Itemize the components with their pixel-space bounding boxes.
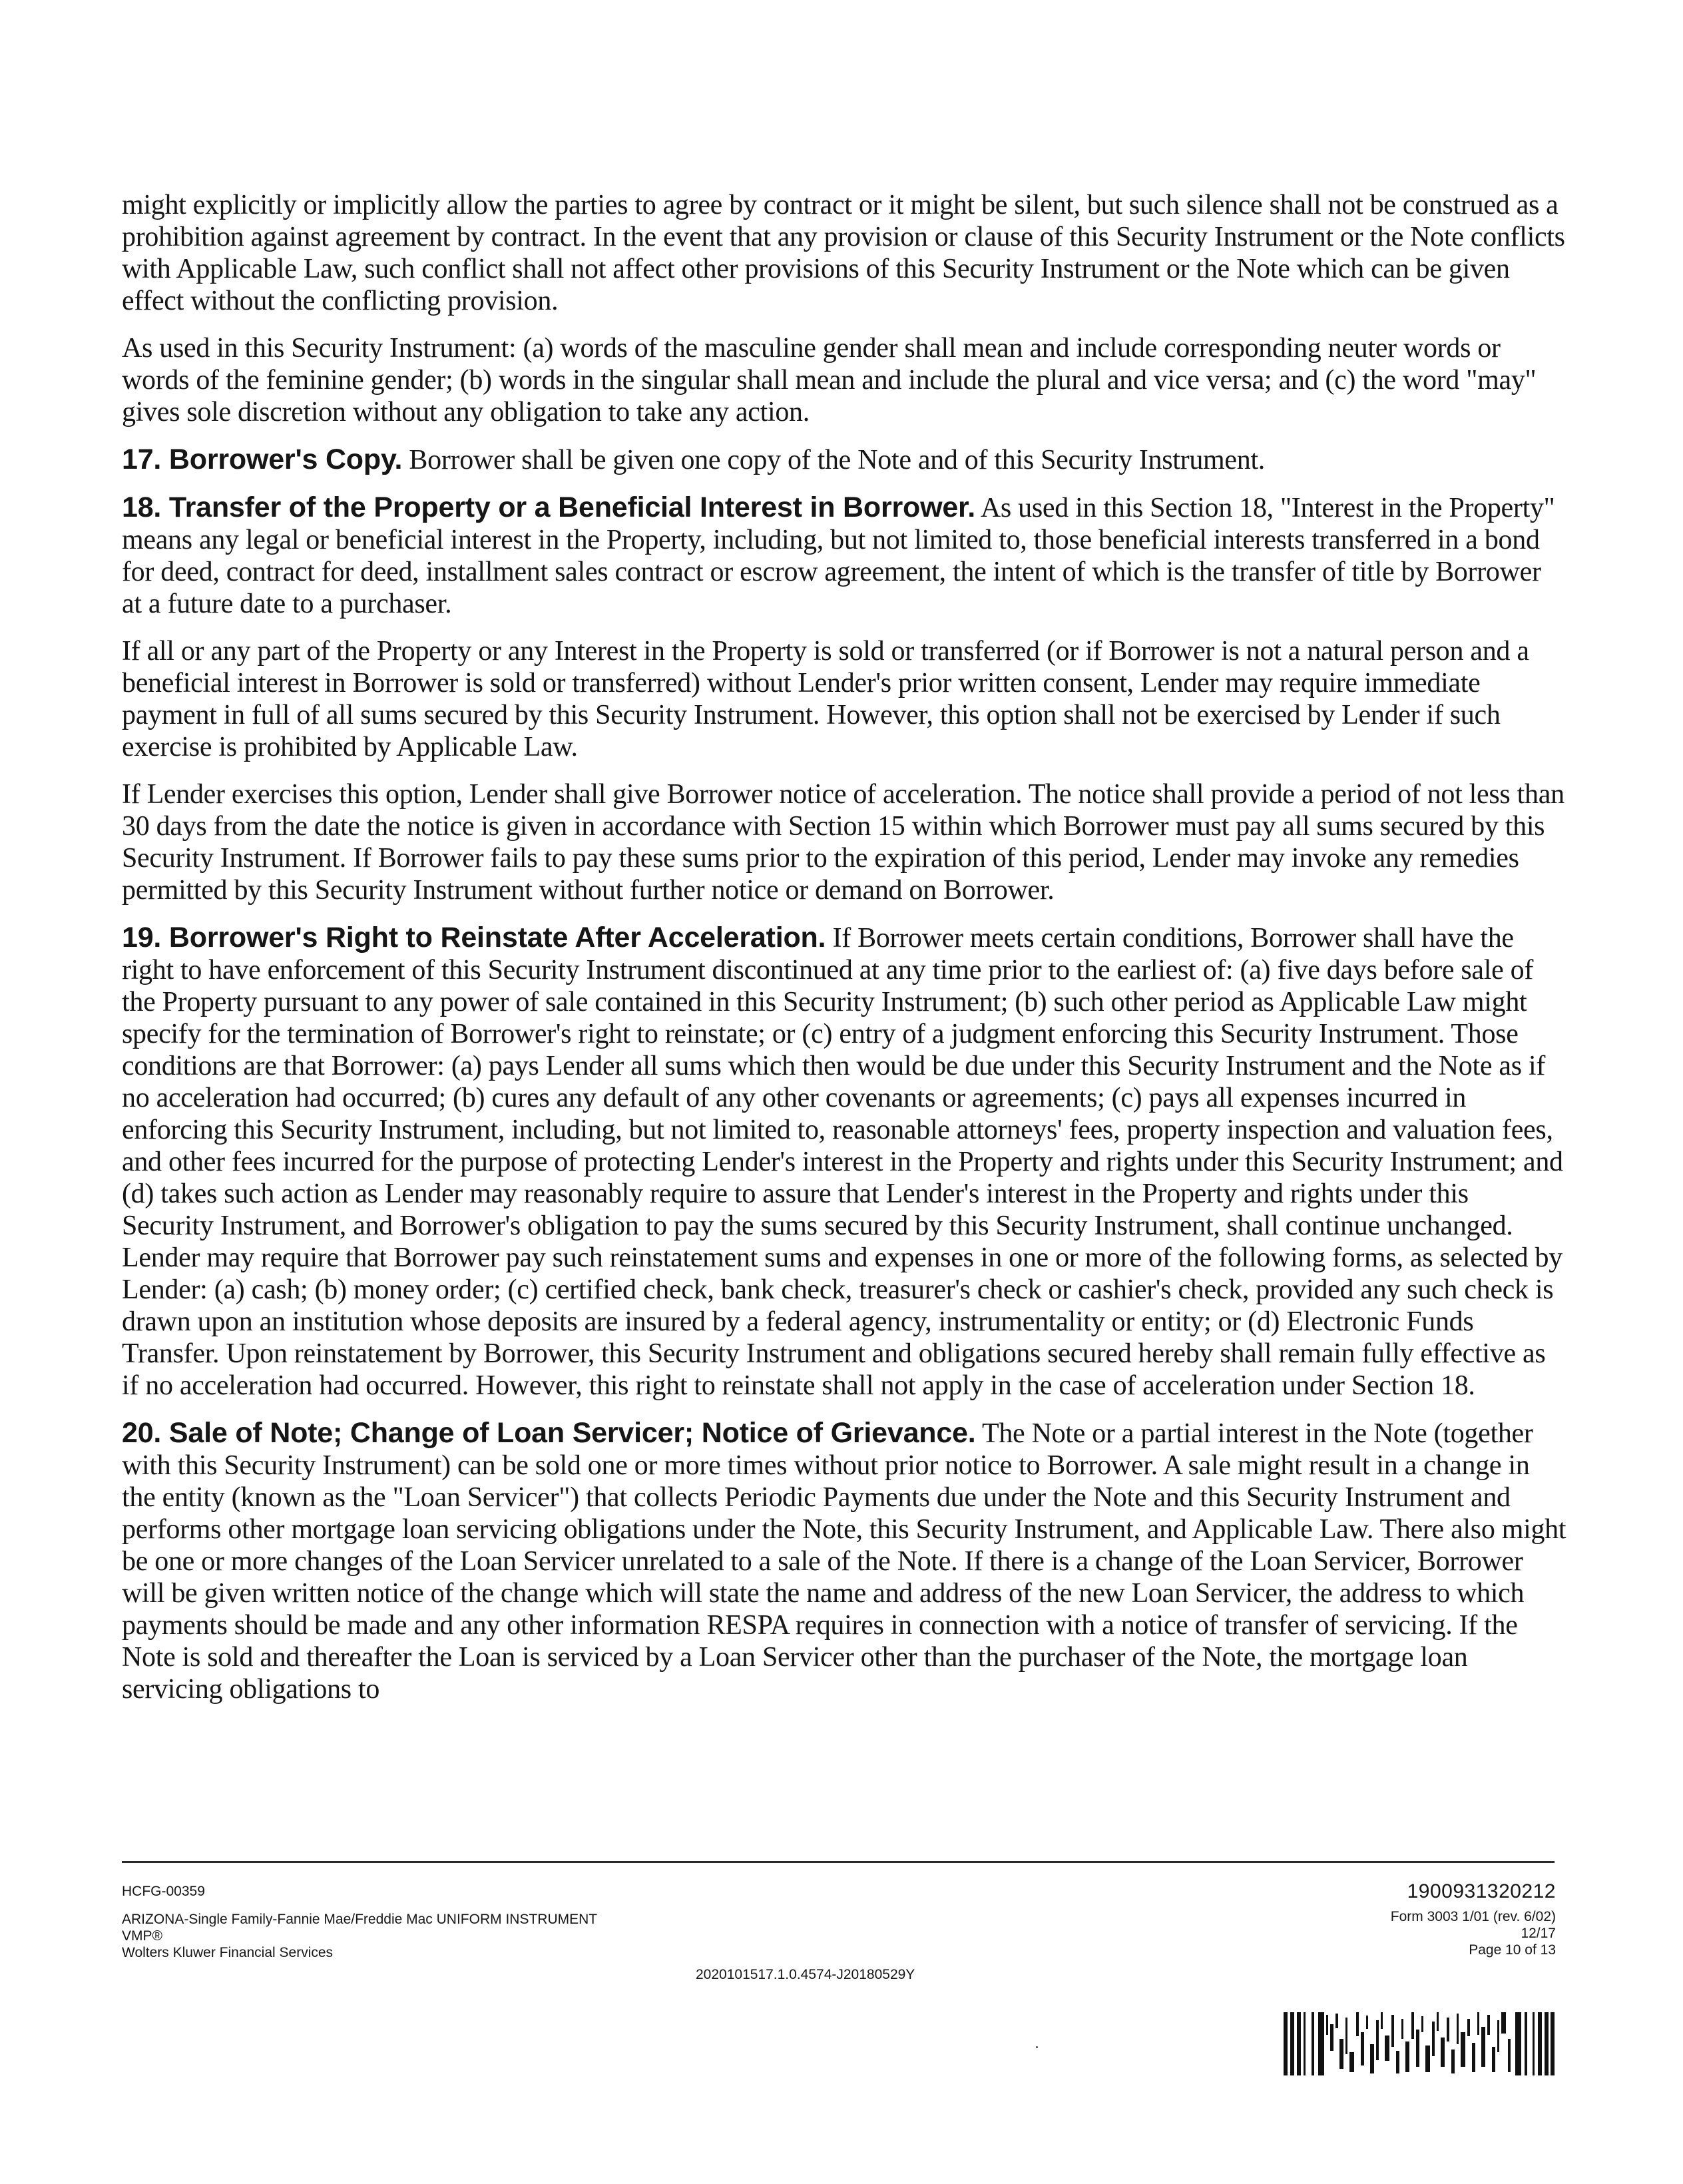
vmp-mark: VMP®: [122, 1928, 162, 1944]
instrument-title: ARIZONA-Single Family-Fannie Mae/Freddie Mac UNIFORM INSTRUMENT: [122, 1912, 598, 1927]
form-date: 12/17: [1521, 1926, 1556, 1941]
paragraph-definitions: As used in this Security Instrument: (a) words of the masculine gender shall mean and include corresponding neuter words or words of the feminine gender; (b) words in the singular shall mean and include the plural and vice versa; and (c) the word "may" gives sole discretion without any obligation to take any action.: [122, 333, 1537, 427]
section-20: [122, 1417, 1566, 1705]
section-18: [122, 491, 1566, 620]
barcode: [1284, 2012, 1555, 2075]
form-number: Form 3003 1/01 (rev. 6/02): [1390, 1909, 1556, 1924]
section-17: [122, 443, 1566, 476]
footer-divider: [122, 1861, 1555, 1863]
section-19: [122, 922, 1566, 1402]
footer-left: [122, 1883, 788, 1961]
section-20-heading: 20. Sale of Note; Change of Loan Servicer; Notice of Grievance.: [122, 1417, 976, 1449]
section-17-text: Borrower shall be given one copy of the Note and of this Security Instrument.: [409, 445, 1266, 475]
page-number: Page 10 of 13: [1469, 1942, 1556, 1958]
scan-speck: [1036, 2046, 1038, 2048]
section-18-paragraph-3: If Lender exercises this option, Lender shall give Borrower notice of acceleration. The notice shall provide a period of not less than 30 days from the date the notice is given in accordance with Section 15 within which Borrower must pay all sums secured by this Security Instrument. If Borrower fails to pay these sums prior to the expiration of this period, Lender may invoke any remedies permitted by this Security Instrument without further notice or demand on Borrower.: [122, 779, 1564, 906]
publisher-name: Wolters Kluwer Financial Services: [122, 1945, 334, 1960]
section-18-paragraph-2: If all or any part of the Property or any Interest in the Property is sold or transferred (or if Borrower is not a natural person and a beneficial interest in Borrower is sold or transferred) without Lender's prior written consent, Lender may require immediate payment in full of all sums secured by this Security Instrument. However, this option shall not be exercised by Lender if such exercise is prohibited by Applicable Law.: [122, 636, 1529, 762]
section-20-text: The Note or a partial interest in the Note (together with this Security Instrument) can be sold one or more times without prior notice to Borrower. A sale might result in a change in the entity (known as the "Loan Servicer") that collects Periodic Payments due under the Note and this Security Instrument and performs other mortgage loan servicing obligations under the Note, this Security Instrument, and Applicable Law. There also might be one or more changes of the Loan Servicer unrelated to a sale of the Note. If there is a change of the Loan Servicer, Borrower will be given written notice of the change which will state the name and address of the new Loan Servicer, the address to which payments should be made and any other information RESPA requires in connection with a notice of transfer of servicing. If the Note is sold and thereafter the Loan is serviced by a Loan Servicer other than the purchaser of the Note, the mortgage loan servicing obligations to: [122, 1418, 1566, 1705]
section-18-heading: 18. Transfer of the Property or a Beneficial Interest in Borrower.: [122, 491, 975, 523]
section-18-text: As used in this Section 18, "Interest in the Property" means any legal or beneficial interest in the Property, including, but not limited to, those beneficial interests transferred in a bond for deed, contract for deed, installment sales contract or escrow agreement, the intent of which is the transfer of title by Borrower at a future date to a purchaser.: [122, 493, 1555, 619]
footer-middle: [696, 1966, 1095, 1983]
section-17-heading: 17. Borrower's Copy.: [122, 443, 403, 475]
section-19-heading: 19. Borrower's Right to Reinstate After Acceleration.: [122, 922, 826, 954]
document-id: 2020101517.1.0.4574-J20180529Y: [696, 1967, 915, 1982]
document-body: [122, 189, 1566, 1721]
section-19-text: If Borrower meets certain conditions, Borrower shall have the right to have enforcement of this Security Instrument discontinued at any time prior to the earliest of: (a) five days before sale of the Property pursuant to any power of sale contained in this Security Instrument; (b) such other period as Applicable Law might specify for the termination of Borrower's right to reinstate; or (c) entry of a judgment enforcing this Security Instrument. Those conditions are that Borrower: (a) pays Lender all sums which then would be due under this Security Instrument and the Note as if no acceleration had occurred; (b) cures any default of any other covenants or agreements; (c) pays all expenses incurred in enforcing this Security Instrument, including, but not limited to, reasonable attorneys' fees, property inspection and valuation fees, and other fees incurred for the purpose of protecting Lender's interest in the Property and rights under this Security Instrument; and (d) takes such action as Lender may reasonably require to assure that Lender's interest in the Property and rights under this Security Instrument, and Borrower's obligation to pay the sums secured by this Security Instrument, shall continue unchanged. Lender may require that Borrower pay such reinstatement sums and expenses in one or more of the following forms, as selected by Lender: (a) cash; (b) money order; (c) certified check, bank check, treasurer's check or cashier's check, provided any such check is drawn upon an institution whose deposits are insured by a federal agency, instrumentality or entity; or (d) Electronic Funds Transfer. Upon reinstatement by Borrower, this Security Instrument and obligations secured hereby shall remain fully effective as if no acceleration had occurred. However, this right to reinstate shall not apply in the case of acceleration under Section 18.: [122, 923, 1563, 1401]
loan-number: 1900931320212: [1407, 1880, 1556, 1902]
footer-right: [1198, 1880, 1556, 1958]
paragraph-continuation: might explicitly or implicitly allow the parties to agree by contract or it might be silent, but such silence shall not be construed as a prohibition against agreement by contract. In the event that any provision or clause of this Security Instrument or the Note conflicts with Applicable Law, such conflict shall not affect other provisions of this Security Instrument or the Note which can be given effect without the conflicting provision.: [122, 190, 1565, 316]
form-code: HCFG-00359: [122, 1884, 205, 1899]
